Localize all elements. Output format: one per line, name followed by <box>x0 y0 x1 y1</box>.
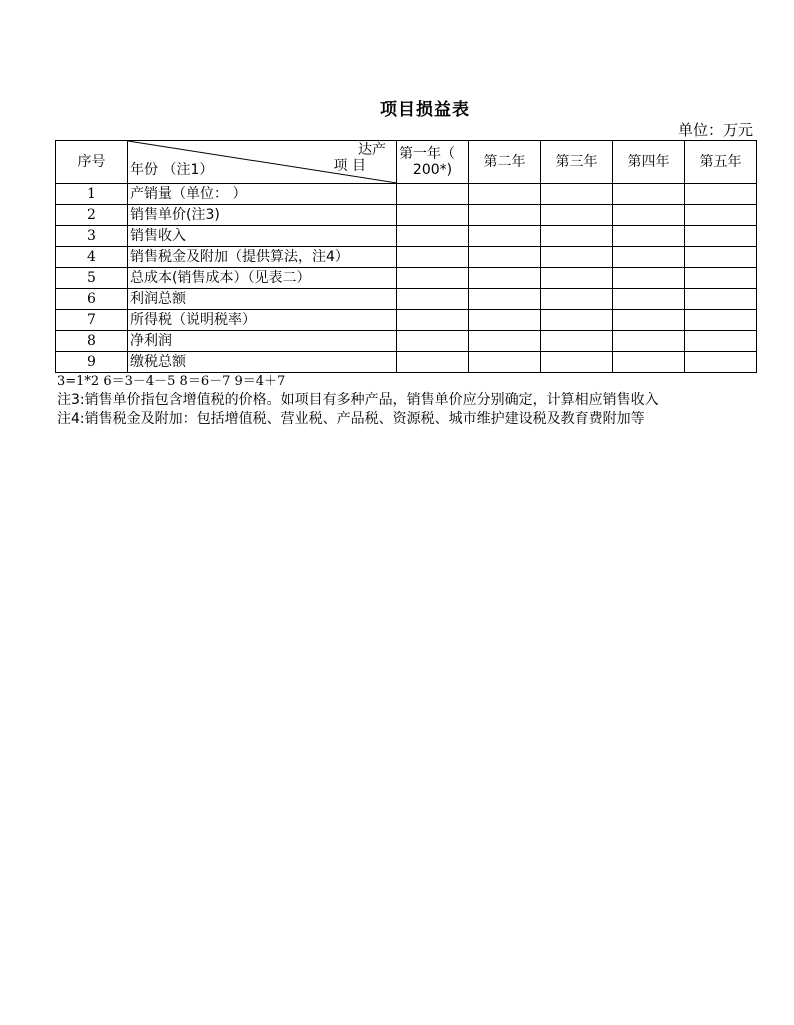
year-header-2: 第二年 <box>469 141 541 184</box>
cell-year5[interactable] <box>685 352 757 373</box>
row-number: 2 <box>56 205 128 226</box>
table-row <box>56 184 757 205</box>
cell-year1[interactable] <box>397 205 469 226</box>
row-item: 总成本(销售成本）（见表二） <box>128 268 397 289</box>
cell-year4[interactable] <box>613 247 685 268</box>
cell-year3[interactable] <box>541 226 613 247</box>
cell-year2[interactable] <box>469 331 541 352</box>
row-item: 所得税（说明税率） <box>128 310 397 331</box>
cell-year3[interactable] <box>541 247 613 268</box>
row-number: 6 <box>56 289 128 310</box>
cell-year3[interactable] <box>541 310 613 331</box>
seq-header: 序号 <box>56 141 128 184</box>
year-header-5: 第五年 <box>685 141 757 184</box>
diag-header-mid: 项 目 <box>333 158 366 174</box>
cell-year1[interactable] <box>397 331 469 352</box>
cell-year4[interactable] <box>613 184 685 205</box>
year-header-1 <box>397 141 469 184</box>
cell-year2[interactable] <box>469 268 541 289</box>
diag-header-left: 年份 （注1） <box>130 162 214 178</box>
row-number: 3 <box>56 226 128 247</box>
cell-year2[interactable] <box>469 247 541 268</box>
row-item: 销售单价(注3) <box>128 205 397 226</box>
cell-year5[interactable] <box>685 289 757 310</box>
cell-year4[interactable] <box>613 289 685 310</box>
cell-year3[interactable] <box>541 352 613 373</box>
cell-year5[interactable] <box>685 310 757 331</box>
cell-year3[interactable] <box>541 205 613 226</box>
cell-year5[interactable] <box>685 247 757 268</box>
table-row <box>56 247 757 268</box>
year-header-1-line2: 200*) <box>412 162 453 178</box>
cell-year5[interactable] <box>685 226 757 247</box>
cell-year5[interactable] <box>685 184 757 205</box>
row-number: 1 <box>56 184 128 205</box>
unit-label: 单位：万元 <box>677 121 753 139</box>
table-row <box>56 268 757 289</box>
row-item: 产销量（单位： ） <box>128 184 397 205</box>
table-row <box>56 226 757 247</box>
cell-year1[interactable] <box>397 289 469 310</box>
cell-year4[interactable] <box>613 352 685 373</box>
cell-year3[interactable] <box>541 268 613 289</box>
profit-loss-table <box>55 140 757 373</box>
table-row <box>56 289 757 310</box>
year-header-4: 第四年 <box>613 141 685 184</box>
note-4: 注4:销售税金及附加：包括增值税、营业税、产品税、资源税、城市维护建设税及教育费附加等 <box>57 411 645 427</box>
cell-year2[interactable] <box>469 289 541 310</box>
cell-year2[interactable] <box>469 205 541 226</box>
cell-year1[interactable] <box>397 184 469 205</box>
cell-year1[interactable] <box>397 310 469 331</box>
cell-year4[interactable] <box>613 205 685 226</box>
formula-note: 3=1*2 6＝3－4－5 8＝6－7 9＝4＋7 <box>57 374 286 389</box>
cell-year1[interactable] <box>397 247 469 268</box>
cell-year4[interactable] <box>613 310 685 331</box>
cell-year2[interactable] <box>469 352 541 373</box>
notes-section <box>57 372 659 429</box>
row-number: 5 <box>56 268 128 289</box>
cell-year4[interactable] <box>613 268 685 289</box>
row-item: 销售收入 <box>128 226 397 247</box>
cell-year1[interactable] <box>397 226 469 247</box>
row-number: 7 <box>56 310 128 331</box>
row-number: 8 <box>56 331 128 352</box>
year-header-1-line1: 第一年（ <box>399 146 455 162</box>
cell-year3[interactable] <box>541 289 613 310</box>
table-row <box>56 310 757 331</box>
cell-year2[interactable] <box>469 184 541 205</box>
row-item: 利润总额 <box>128 289 397 310</box>
cell-year2[interactable] <box>469 226 541 247</box>
year-header-3: 第三年 <box>541 141 613 184</box>
table-row <box>56 352 757 373</box>
diagonal-header-cell <box>128 141 397 184</box>
cell-year2[interactable] <box>469 310 541 331</box>
cell-year1[interactable] <box>397 268 469 289</box>
row-item: 净利润 <box>128 331 397 352</box>
cell-year5[interactable] <box>685 268 757 289</box>
table-header-row <box>56 141 757 184</box>
cell-year4[interactable] <box>613 331 685 352</box>
table-row <box>56 205 757 226</box>
row-item: 缴税总额 <box>128 352 397 373</box>
cell-year3[interactable] <box>541 184 613 205</box>
cell-year4[interactable] <box>613 226 685 247</box>
page-title: 项目损益表 <box>380 100 470 120</box>
row-number: 9 <box>56 352 128 373</box>
row-number: 4 <box>56 247 128 268</box>
diag-header-top: 达产 <box>358 142 386 158</box>
cell-year1[interactable] <box>397 352 469 373</box>
cell-year3[interactable] <box>541 331 613 352</box>
table-row <box>56 331 757 352</box>
note-3: 注3:销售单价指包含增值税的价格。如项目有多种产品，销售单价应分别确定，计算相应销售收入 <box>57 392 659 408</box>
cell-year5[interactable] <box>685 205 757 226</box>
row-item: 销售税金及附加（提供算法，注4） <box>128 247 397 268</box>
cell-year5[interactable] <box>685 331 757 352</box>
